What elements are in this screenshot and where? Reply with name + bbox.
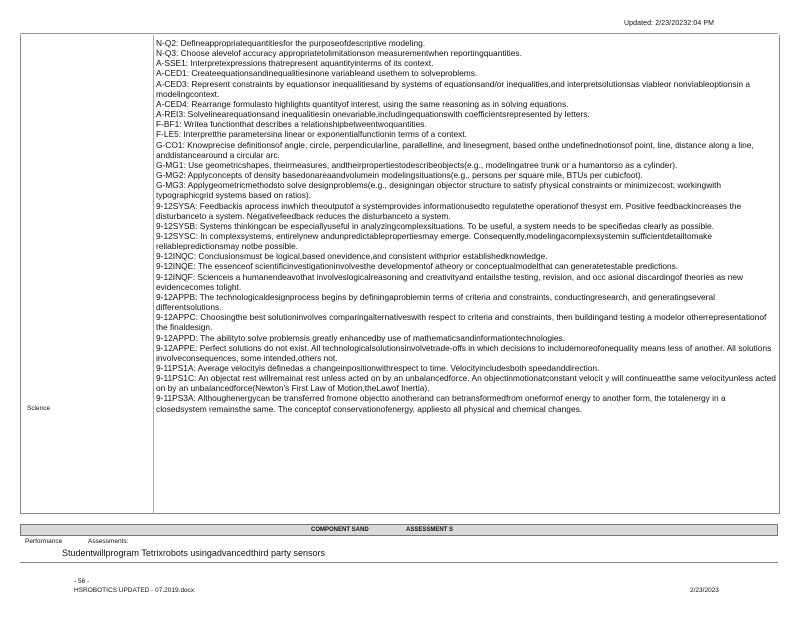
standard-item: 9-11PS3A: Althoughenergycan be transferred fromone objectto anotherand can betransformedfrom oneformof energy to another form, the totalenergy in a closedsystem remainsthe same. The conceptof conservationofenergy, appliesto all physical and chemical changes. — [156, 393, 726, 414]
standard-item: 9-11PS1C: An objectat rest willremainat rest unless acted on by an unbalancedforce. An objectinmotionatconstant velocit y will continueatthe same velocityunless acted on by an unbalancedforce(Newton's First Law of Motion,theLawof Inertia). — [156, 373, 776, 394]
performance-label: Performance — [25, 538, 63, 545]
assessments-heading: ASSESSMENT S — [406, 527, 454, 533]
standard-item: G-MG1: Use geometricshapes, theirmeasures, andtheirpropertiestodescribeobjects(e.g., modelingatree trunk or a humantorso as a cylinder). — [156, 159, 678, 170]
standard-item: F-BF1: Writea functionthat describes a relationshipbetweentwoquantities. — [156, 119, 427, 130]
updated-timestamp: Updated: 2/23/20232:04 PM — [624, 20, 715, 27]
components-assessments-header — [20, 524, 778, 536]
standard-item: F-LE5: Interpretthe parametersina linear or exponentialfunctionin terms of a context. — [156, 129, 467, 140]
standard-item: A-SSE1: Interpretexpressions thatrepresent aquantityinterms of its context. — [156, 58, 434, 69]
assessment-row-border — [20, 562, 778, 563]
standard-item: 9-12INQF: Scienceis a humanendeavothat involveslogicalreasoning and creativityand entailsthe testing, revision, and occ asional discardingof theories as new evidencecomes tolight. — [156, 271, 744, 292]
column-divider — [153, 35, 154, 513]
standard-item: 9-12SYSB: Systems thinkingcan be especiallyuseful in analyzingcomplexsituations. To be useful, a system needs to be specifiedas clearly as possible. — [156, 220, 715, 231]
footer-date: 2/23/2023 — [690, 587, 719, 594]
subject-label: Science — [27, 405, 51, 412]
standards-list — [156, 38, 776, 414]
page-number: - 56 - — [74, 578, 90, 585]
standard-item: 9-12INQC: Conclusionsmust be logical,based onevidence,and consistent withprior establishedknowledge. — [156, 251, 548, 262]
standard-item: 9-12APPD: The abilityto solve problemsis greatly enhancedby use of mathematicsandinformationtechnologies. — [156, 332, 566, 343]
assessment-item: Studentwillprogram Tetrixrobots usingadvancedthird party sensors — [62, 548, 325, 558]
standard-item: A-CED1: Createequationsandinequalitiesinone variableand usethem to solveproblems. — [156, 68, 478, 79]
standard-item: A-CED3: Represent constraints by equationsor inequalitiesand by systems of equationsand/or inequalities,and interpretsolutionsas viableor nonviableoptionsin a modelingcontext. — [156, 78, 751, 99]
standard-item: A-REI3: Solvelinearequationsand inequalitiesin onevariable,includingequationswith coefficientsrepresented by letters. — [156, 109, 590, 120]
standard-item: 9-12SYSC: In complexsystems, entirelynew andunpredictablepropertiesmay emerge. Consequently,modelingacomplexsystemin sufficientdetailtomake reliablepredictionsmay notbe possible. — [156, 230, 712, 252]
standard-item: 9-12APPB: The technologicaldesignprocess begins by definingaproblemin terms of criteria and constraints, conductingresearch, and generatingseveral differentsolutions. — [156, 291, 715, 313]
standard-item: 9-11PS1A: Average velocityis definedas a changeinpositionwithrespect to time. Velocityincludesboth speedanddirection. — [156, 363, 600, 373]
standard-item: 9-12APPC: Choosingthe best solutioninvolves comparingalternativeswith respect to criteria and constraints, then buildingand testing a modelor otherrepresentationof the finaldesign. — [156, 312, 767, 333]
standards-table — [20, 35, 780, 514]
standard-item: G-MG2: Applyconcepts of density basedonareaandvolumein modelingsituations(e.g., persons per square mile, BTUs per cubicfoot). — [156, 170, 643, 181]
components-heading: COMPONENT SAND — [311, 527, 369, 533]
standard-item: G-CO1: Knowprecise definitionsof angle, circle, perpendicularline, parallelline, and linesegment, based onthe undefinednotionsof point, line, distance along a line, anddistancearound a circular arc. — [156, 139, 754, 160]
standard-item: N-Q2: Defineappropriatequantitiesfor the purposeofdescriptive modeling. — [156, 38, 426, 48]
standard-item: N-Q3: Choose alevelof accuracy appropriatetolimitationson measurementwhen reportingquantities. — [156, 48, 522, 59]
standard-item: 9-12SYSA: Feedbackis aprocess inwhich theoutputof a systemprovides informationusedto regulatethe operationof thesyst em. Positive feedbackincreases the disturbanceto a system. Negativefeedback reduces the disturbanceto a system. — [156, 200, 742, 221]
standard-item: 9-12APPE: Perfect solutions do not exist. All technologicalsolutionsinvolvetrade-offs in which decisions to includemoreofonequality means less of another. All solutions involveconsequences, some intended,others not. — [156, 342, 772, 363]
standard-item: A-CED4: Rearrange formulasto highlights quantityof interest, using the same reasoning as in solving equations. — [156, 98, 569, 109]
standard-item: 9-12INQE: The essenceof scientificinvestigationinvolvesthe developmentof atheory or conceptualmodelthat can generatetestable predictions. — [156, 261, 679, 272]
standard-item: G-MG3: Applygeometricmethodsto solve designproblems(e.g., designingan objector structure to satisfy physical constraints or minimizecost; workingwith typographicgrid systems based on ratios). — [156, 180, 722, 201]
assessments-label: Assessments: — [88, 538, 129, 545]
document-filename: HSROBOTICS UPDATED - 07.2019.docx — [74, 587, 195, 594]
